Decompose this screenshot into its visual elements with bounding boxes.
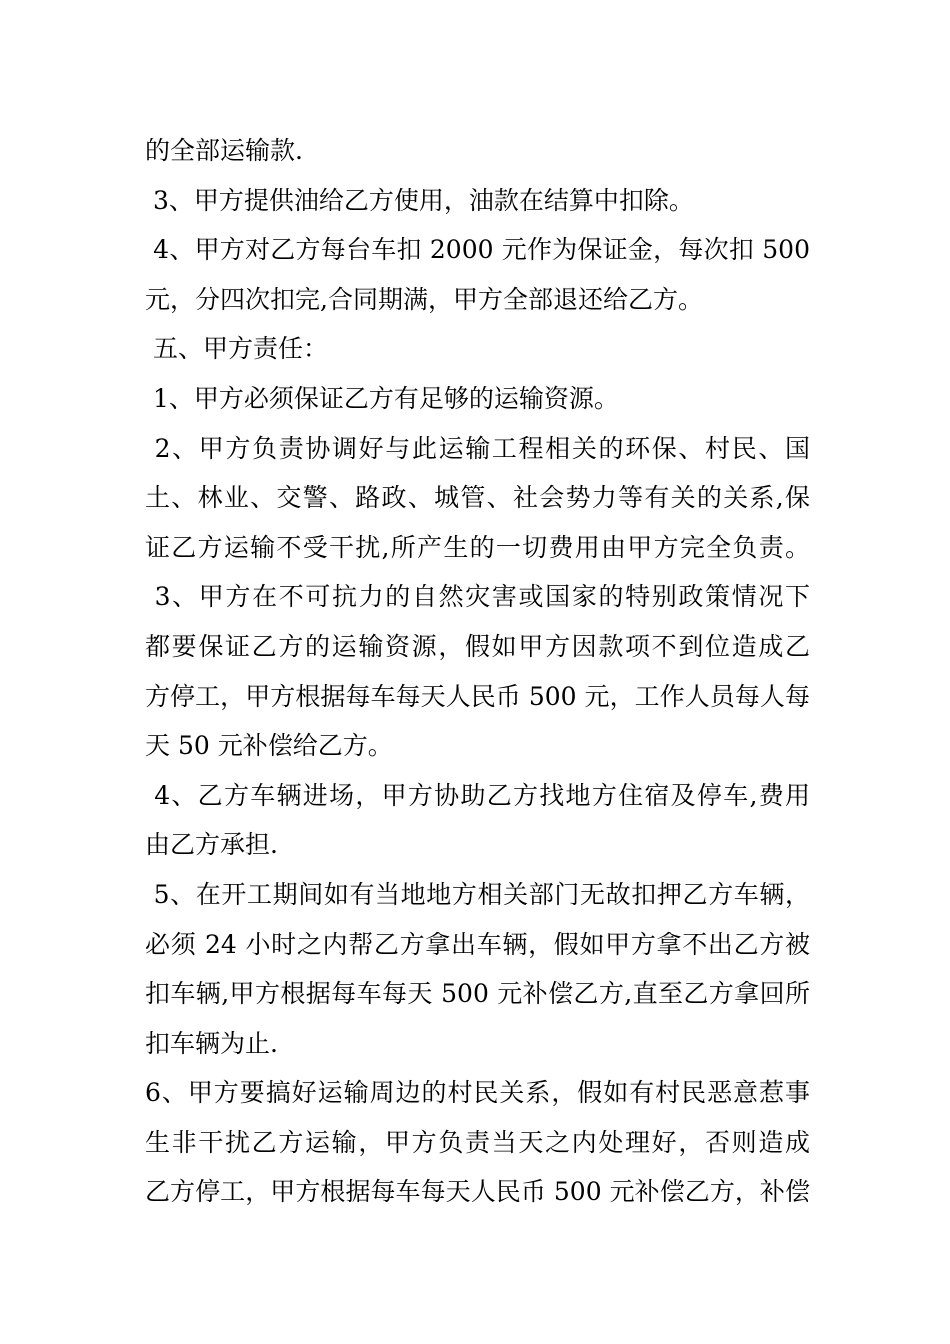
text-line: 扣车辆为止.: [145, 1028, 278, 1058]
text-line: 扣车辆,甲方根据每车每天 500 元补偿乙方,直至乙方拿回所: [145, 979, 810, 1009]
section-heading: 五、甲方责任：: [145, 334, 328, 364]
text-line: 的全部运输款.: [145, 136, 303, 165]
text-line: 1、甲方必须保证乙方有足够的运输资源。: [145, 383, 619, 413]
text-line: 天 50 元补偿给乙方。: [145, 731, 393, 761]
text-line: 都要保证乙方的运输资源，假如甲方因款项不到位造成乙: [145, 631, 810, 661]
text-line: 由乙方承担.: [145, 830, 278, 860]
text-line: 方停工，甲方根据每车每天人民币 500 元，工作人员每人每: [145, 681, 810, 711]
text-line: 元，分四次扣完,合同期满，甲方全部退还给乙方。: [145, 284, 703, 314]
text-line: 证乙方运输不受干扰,所产生的一切费用由甲方完全负责。: [145, 532, 810, 562]
text-line: 生非干扰乙方运输，甲方负责当天之内处理好，否则造成: [145, 1127, 810, 1157]
text-line: 3、甲方在不可抗力的自然灾害或国家的特别政策情况下: [145, 582, 810, 612]
text-line: 乙方停工，甲方根据每车每天人民币 500 元补偿乙方，补偿: [145, 1177, 810, 1207]
text-line: 4、甲方对乙方每台车扣 2000 元作为保证金，每次扣 500: [145, 235, 810, 265]
text-line: 4、乙方车辆进场，甲方协助乙方找地方住宿及停车,费用: [145, 780, 810, 810]
text-line: 必须 24 小时之内帮乙方拿出车辆，假如甲方拿不出乙方被: [145, 929, 810, 959]
text-line: 5、在开工期间如有当地地方相关部门无故扣押乙方车辆，: [145, 879, 810, 909]
text-line: 2、甲方负责协调好与此运输工程相关的环保、村民、国: [145, 433, 810, 463]
contract-text: [145, 126, 810, 1217]
text-line: 3、甲方提供油给乙方使用，油款在结算中扣除。: [145, 185, 694, 215]
text-line: 6、甲方要搞好运输周边的村民关系，假如有村民恶意惹事: [145, 1078, 810, 1108]
text-line: 土、林业、交警、路政、城管、社会势力等有关的关系,保: [145, 483, 810, 513]
